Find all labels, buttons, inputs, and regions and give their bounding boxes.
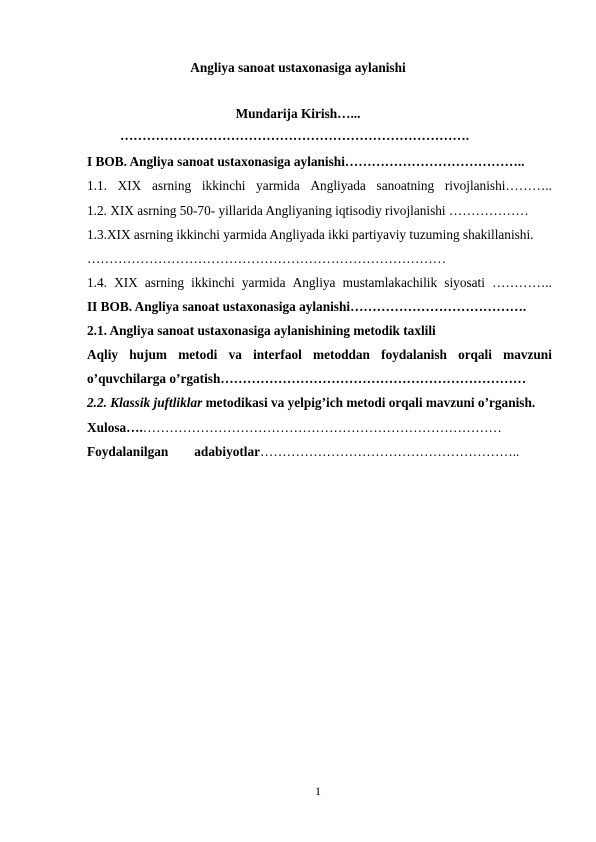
- word: 1.1.: [87, 178, 107, 193]
- document-title: Angliya sanoat ustaxonasiga aylanishi: [190, 60, 406, 75]
- word: interfaol: [253, 347, 302, 362]
- word: orqali: [458, 347, 492, 362]
- word: metoddan: [313, 347, 370, 362]
- aqliy-hujum-line: [87, 347, 552, 363]
- word: va: [228, 347, 242, 362]
- toc-item-1-2: 1.2. XIX asrning 50-70- yillarida Angliyaning iqtisodiy rivojlanishi ………………: [87, 203, 529, 218]
- conclusion-dots: ………………………………………………………………………: [142, 420, 502, 435]
- aqliy-line2-text: o’quvchilarga o’rgatish: [87, 371, 221, 386]
- word: 1.4.: [87, 275, 107, 290]
- references-word-2: adabiyotlar: [194, 444, 261, 459]
- section-2-2-italic: 2.2. Klassik juftliklar: [87, 395, 203, 410]
- aqliy-line2-dots: ……………………………………………………………: [220, 371, 527, 386]
- word: sanoatning: [376, 178, 435, 193]
- toc-item-1-3-dots: ………………………………………………………………………: [87, 251, 447, 266]
- chapter1-heading: [87, 154, 524, 170]
- word: yarmida: [241, 275, 286, 290]
- word: asrning: [144, 275, 185, 290]
- toc-item-1-3: 1.3.XIX asrning ikkinchi yarmida Angliyada ikki partiyaviy tuzuming shakillanishi.: [87, 227, 534, 242]
- word: foydalanish: [381, 347, 447, 362]
- page-number: 1: [315, 784, 321, 798]
- conclusion-label: Xulosa….: [87, 420, 143, 435]
- references-word-1: Foydalanilgan: [87, 444, 169, 459]
- word: siyosati: [444, 275, 485, 290]
- toc-heading: Mundarija Kirish…...: [235, 106, 361, 121]
- word: ikkinchi: [201, 178, 246, 193]
- chapter2-dots: ………………………………….: [350, 299, 527, 314]
- word: hujum: [129, 347, 167, 362]
- chapter1-label: I BOB. Angliya sanoat ustaxonasiga aylanishi: [87, 154, 345, 169]
- chapter2-heading: [87, 299, 526, 315]
- word: Angliya: [292, 275, 336, 290]
- chapter2-label: II BOB. Angliya sanoat ustaxonasiga aylanishi: [87, 299, 351, 314]
- word: ikkinchi: [191, 275, 235, 290]
- word: Angliyada: [310, 178, 366, 193]
- conclusion-line: [87, 420, 502, 436]
- chapter1-dots: …………………………………..: [344, 154, 525, 169]
- word: Aqliy: [87, 347, 119, 362]
- word: asrning: [152, 178, 192, 193]
- word: mustamlakachilik: [342, 275, 438, 290]
- toc-item-2-2: [87, 395, 535, 411]
- references-dots: …………………………………………………..: [260, 444, 520, 459]
- word: yarmida: [256, 178, 300, 193]
- section-2-2-rest: metodikasi va yelpig’ich metodi orqali mavzuni o’rganish.: [202, 395, 536, 410]
- word: mavzuni: [503, 347, 552, 362]
- word: XIX: [114, 275, 138, 290]
- toc-item-1-1: [87, 178, 552, 194]
- toc-item-2-1: 2.1. Angliya sanoat ustaxonasiga aylanishining metodik taxlili: [87, 323, 436, 338]
- word: …………..: [492, 275, 552, 290]
- word: rivojlanishi………..: [444, 178, 552, 193]
- toc-dots-line: …………………………………………………………………….: [120, 128, 470, 143]
- aqliy-hujum-line-2: [87, 371, 526, 387]
- word: XIX: [117, 178, 142, 193]
- references-line: [87, 444, 519, 460]
- word: metodi: [178, 347, 218, 362]
- toc-item-1-4: [87, 275, 552, 291]
